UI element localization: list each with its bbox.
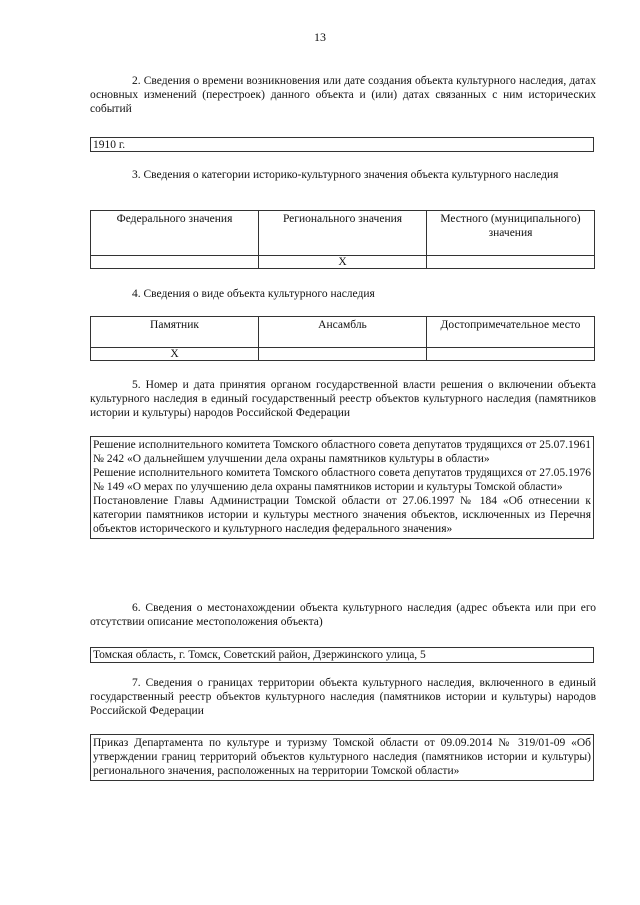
type-landmark-header: Достопримечательное место [427,317,595,348]
type-ensemble-mark [259,348,427,361]
type-ensemble-header: Ансамбль [259,317,427,348]
category-regional-header: Регионального значения [259,211,427,256]
section-7-boundary-box [90,734,594,781]
type-table [90,316,595,361]
boundary-order: Приказ Департамента по культуре и туризму Томской области от 09.09.2014 № 319/01-09 «Об утверждении границ территорий объектов культурного наследия (памятников истории и культуры) регионального значения, расположенных на территории Томской области» [93,737,591,777]
section-5-decisions-box [90,436,594,539]
section-6-address-box [90,647,594,663]
decision-1961: Решение исполнительного комитета Томского областного совета депутатов трудящихся от 25.07.1961 № 242 «О дальнейшем улучшении дела охраны памятников культуры в области» [93,439,591,465]
section-4-heading: 4. Сведения о виде объекта культурного наследия [132,288,375,300]
section-2-value-box [90,137,594,152]
creation-date: 1910 г. [93,139,126,151]
page-number: 13 [314,30,326,44]
category-regional-mark: Х [259,256,427,269]
section-6-heading: 6. Сведения о местонахождении объекта культурного наследия (адрес объекта или при его отсутствии описание местоположения объекта) [90,602,596,628]
section-5-heading: 5. Номер и дата принятия органом государственной власти решения о включении объекта культурного наследия в единый государственный реестр объектов культурного наследия (памятников истории и культуры) народов Российской Федерации [90,379,596,419]
category-table [90,210,595,269]
category-header-row [91,211,595,256]
type-header-row [91,317,595,348]
section-2-heading: 2. Сведения о времени возникновения или дате создания объекта культурного наследия, датах основных изменений (перестроек) данного объекта и (или) датах связанных с ним исторических событий [90,75,596,115]
decision-1976: Решение исполнительного комитета Томского областного совета депутатов трудящихся от 27.05.1976 № 149 «О мерах по улучшению дела охраны памятников истории и культуры Томской области» [93,467,591,493]
type-monument-header: Памятник [91,317,259,348]
category-federal-header: Федерального значения [91,211,259,256]
type-landmark-mark [427,348,595,361]
type-monument-mark: Х [91,348,259,361]
category-federal-mark [91,256,259,269]
category-local-mark [427,256,595,269]
type-mark-row [91,348,595,361]
section-7-heading: 7. Сведения о границах территории объекта культурного наследия, включенного в единый государственный реестр объектов культурного наследия (памятников истории и культуры) народов Российской Федерации [90,677,596,717]
decision-1997: Постановление Главы Администрации Томской области от 27.06.1997 № 184 «Об отнесении к категории памятников истории и культуры местного значения объектов, исключенных из Перечня объектов исторического и культурного наследия федерального значения» [93,495,591,535]
section-3-heading: 3. Сведения о категории историко-культурного значения объекта культурного наследия [132,169,559,181]
object-address: Томская область, г. Томск, Советский район, Дзержинского улица, 5 [93,649,426,661]
category-local-header: Местного (муниципального) значения [427,211,595,256]
category-mark-row [91,256,595,269]
